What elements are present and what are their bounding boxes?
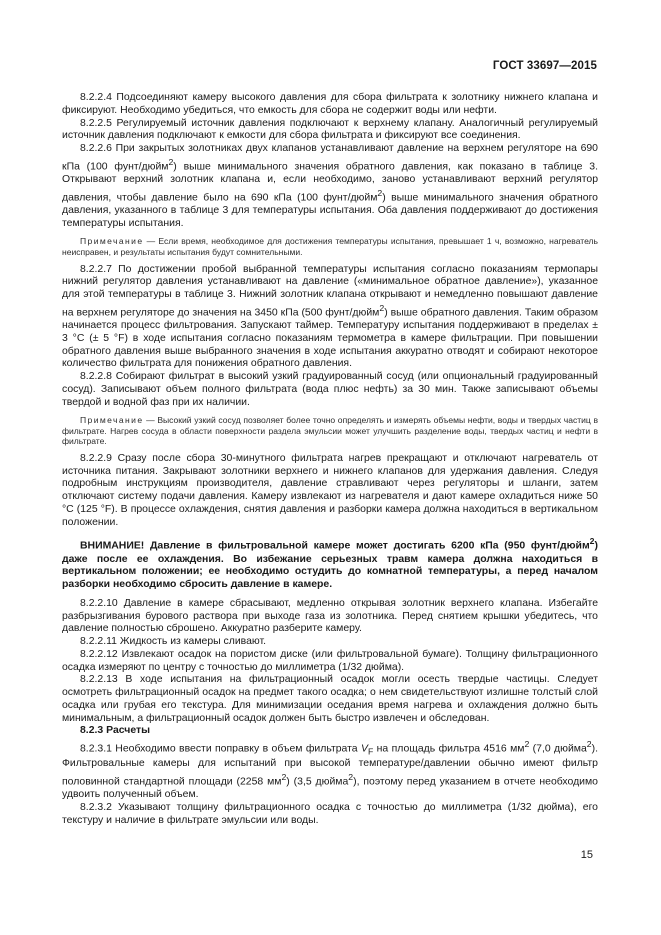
text-segment: ), поэтому перед указанием в отчете необходимо удвоить полученный объем. xyxy=(62,776,598,801)
paragraph-8-2-2-8: 8.2.2.8 Собирают фильтрат в высокий узкий градуированный сосуд (или опциональный градуированный сосуд). Записывают объем полного фильтрата (вода плюс нефть) за 30 мин. Также записывают объемы твердой и водной фаз при их наличии. xyxy=(62,371,598,408)
superscript: 2 xyxy=(168,156,174,167)
superscript: 2 xyxy=(586,739,592,750)
text-segment: ). Фильтровальные камеры для испытаний при высокой температуре/давлении обычно имеют фильтр половинной стандартной площади (2258 мм xyxy=(62,743,598,788)
paragraph-8-2-3-1 xyxy=(62,738,598,802)
text-segment: на площадь фильтра 4516 мм xyxy=(373,743,525,755)
paragraph-8-2-2-9: 8.2.2.9 Сразу после сбора 30-минутного фильтрата нагрев прекращают и отключают нагреватель от источника питания. Закрывают золотники верхнего и нижнего клапанов для удержания давления. Следуя подробным инструкциям производителя, давление стравливают через регуляторы и шланги, затем отключают систему подачи давления. Камеру извлекают из нагревателя и дают камере охладиться ниже 50 °С (125 °F). В процессе охлаждения, снятия давления и разборки камера должна находиться в вертикальном положении. xyxy=(62,452,598,528)
note-1 xyxy=(62,236,598,257)
superscript: 2 xyxy=(348,772,354,783)
text-segment: ) (3,5 дюйма xyxy=(286,776,349,788)
paragraph-8-2-2-13: 8.2.2.13 В ходе испытания на фильтрационный осадок могли осесть твердые частицы. Следует осмотреть фильтрационный осадок на предмет такого осадка; о нем свидетельствуют излишне толстый слой осадка или грубая его текстура. Для минимизации оседания время нагрева и охлаждения должно быть минимальным, а фильтрационный осадок должен быть быстро извлечен и обследован. xyxy=(62,674,598,724)
text-segment: ) выше обратного давления. Таким образом начинается процесс фильтрования. Запускают таймер. Температуру испытания поддерживают в пределах ± 3 °С (± 5 °F) в ходе испытания согласно показаниям термометра в камере фильтрации. При повышении обратного давления выше выбранного значения в ходе испытания аккуратно отводят и собирают некоторое количество фильтрата для понижения обратного давления. xyxy=(62,307,598,370)
text-segment: (7,0 дюйма xyxy=(529,743,587,755)
text-segment: ) выше минимального значения обратного давления, как показано в таблице 3. Открывают верхний золотник клапана и, если необходимо, заново устанавливают верхний регулятор давления, чтобы давление было на 690 кПа (100 фунт/дюйм xyxy=(62,161,599,204)
page-number: 15 xyxy=(580,849,593,861)
text-segment: 8.2.2.7 По достижении пробой выбранной температуры испытания согласно показаниям термопары нижний регулятор давления устанавливают на давление («минимальное обратное давление»), указанное для этой температуры в таблице 3. Нижний золотник клапана открывают и немедленно повышают давление на верхнем регуляторе до значения на 3450 кПа (500 фунт/дюйм xyxy=(62,263,598,319)
paragraph-8-2-3-2: 8.2.3.2 Указывают толщину фильтрационного осадка с точностью до миллиметра (1/32 дюйма), его текстуру и наличие в фильтрате эмульсии или воды. xyxy=(62,802,598,826)
section-heading-8-2-3: 8.2.3 Расчеты xyxy=(80,725,151,737)
paragraph-8-2-2-12: 8.2.2.12 Извлекают осадок на пористом диске (или фильтровальной бумаге). Толщину фильтрационного осадка измеряют по центру с точностью до миллиметра (1/32 дюйма). xyxy=(62,648,598,673)
paragraph-8-2-2-5: 8.2.2.5 Регулируемый источник давления подключают к верхнему клапану. Аналогичный регулируемый источник давления подключают к емкости для сбора фильтрата и фиксируют все соединения. xyxy=(62,117,598,142)
paragraph-8-2-2-10: 8.2.2.10 Давление в камере сбрасывают, медленно открывая золотник верхнего клапана. Избегайте разбрызгивания бурового раствора при выходе газа из золотника. Перед снятием крышки убедитесь, что давление полностью сброшено. Аккуратно разберите камеру. xyxy=(62,597,598,635)
variable-v: V xyxy=(360,743,368,755)
superscript: 2 xyxy=(379,302,385,313)
paragraph-8-2-2-6 xyxy=(62,143,598,230)
document-body xyxy=(62,92,598,828)
text-segment: ) даже после ее охлаждения. Во избежание серьезных травм камера должна находиться в вертикальном положении; ее необходимо остудить до комнатной температуры, а перед началом разборки необходимо сбросить давление в камере. xyxy=(62,540,598,591)
note-label: Примечание xyxy=(80,236,144,247)
text-segment: ) выше минимального значения обратного давления, указанного в таблице 3 для температуры испытания. Оба давления поддерживают до достижения температуры испытания. xyxy=(62,192,598,229)
text-segment: ВНИМАНИЕ! Давление в фильтровальной камере может достигать 6200 кПа (950 фунт/дюйм xyxy=(80,540,590,552)
superscript: 2 xyxy=(281,772,287,783)
note-label: Примечание xyxy=(80,415,144,426)
superscript: 2 xyxy=(377,187,383,198)
text-segment: 8.2.3.1 Необходимо ввести поправку в объем фильтрата xyxy=(80,743,361,755)
paragraph-8-2-2-11: 8.2.2.11 Жидкость из камеры сливают. xyxy=(80,636,267,648)
document-header-standard: ГОСТ 33697—2015 xyxy=(492,60,597,72)
text-segment: 8.2.2.6 При закрытых золотниках двух клапанов устанавливают давление на верхнем регуляторе на 690 кПа (100 фунт/дюйм xyxy=(62,143,598,173)
paragraph-8-2-2-4: 8.2.2.4 Подсоединяют камеру высокого давления для сбора фильтрата к золотнику нижнего клапана и фиксируют. Необходимо убедиться, что емкость для сбора не содержит воды или нефти. xyxy=(62,92,598,116)
warning-block xyxy=(62,535,598,591)
superscript: 2 xyxy=(589,536,595,547)
paragraph-8-2-2-7 xyxy=(62,264,598,371)
subscript-f: F xyxy=(367,746,374,757)
note-text: — Высокий узкий сосуд позволяет более точно определять и измерять объемы нефти, воды и твердых частиц в фильтрате. Нагрев сосуда в области поверхности раздела эмульсии может улучшить разделение воды, твердых частиц и нефти в фильтрате. xyxy=(62,415,598,447)
superscript: 2 xyxy=(524,739,530,750)
note-2 xyxy=(62,415,598,447)
note-text: — Если время, необходимое для достижения температуры испытания, превышает 1 ч, возможно, нагреватель неисправен, и результаты испытания будут сомнительными. xyxy=(62,236,598,258)
